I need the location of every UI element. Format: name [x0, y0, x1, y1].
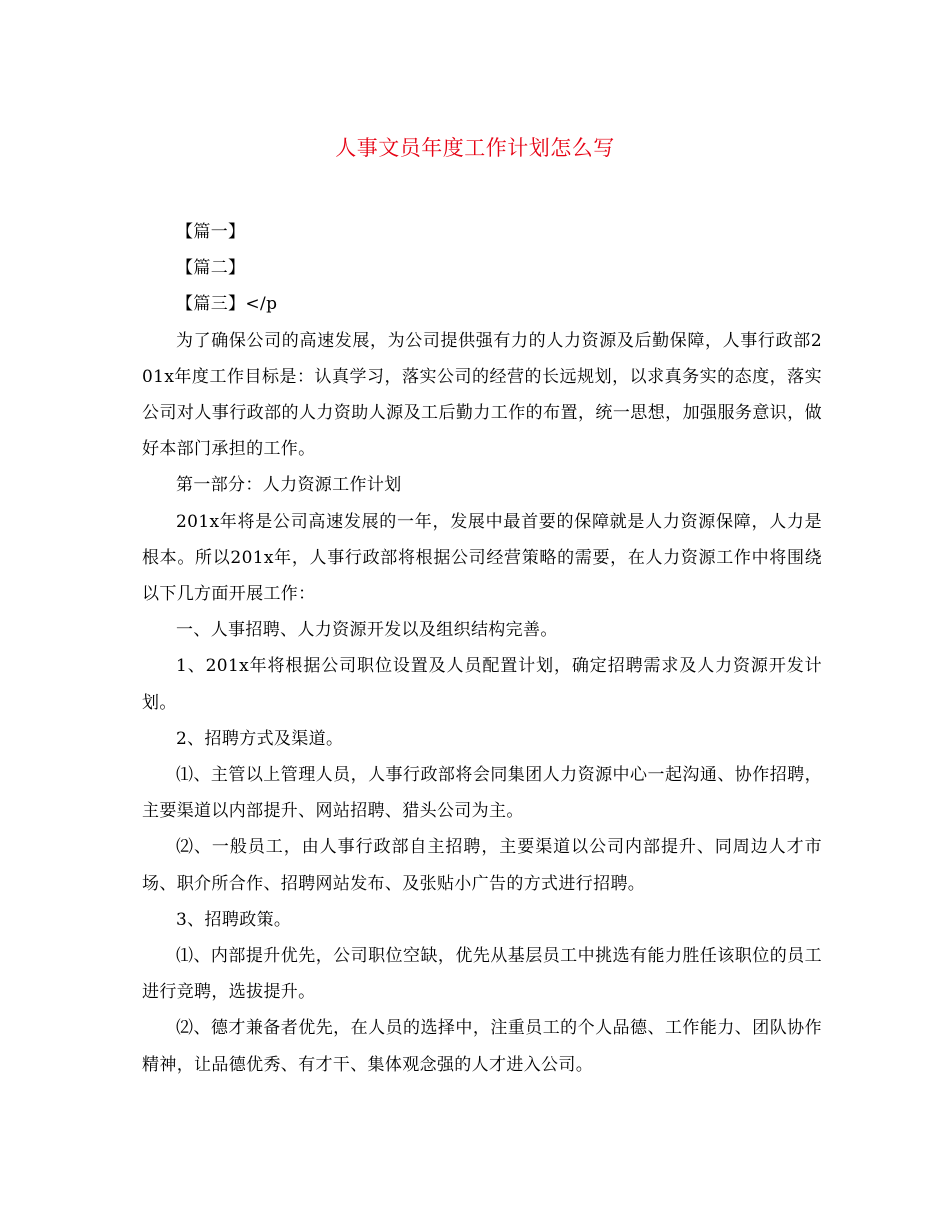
paragraph-overview: 201x年将是公司高速发展的一年，发展中最首要的保障就是人力资源保障，人力是根本。所以201x年，人事行政部将根据公司经营策略的需要，在人力资源工作中将围绕以下几方面开展工作：	[142, 511, 822, 605]
paragraph-part-one-heading: 第一部分：人力资源工作计划	[176, 475, 402, 496]
paragraph-point-2: 2、招聘方式及渠道。	[176, 728, 344, 749]
paragraph-intro: 为了确保公司的高速发展，为公司提供强有力的人力资源及后勤保障，人事行政部201x年度工作目标是：认真学习，落实公司的经营的长远规划，以求真务实的态度，落实公司对人事行政部的人力资助人源及工后勤力工作的布置，统一思想，加强服务意识，做好本部门承担的工作。	[142, 330, 822, 460]
paragraph-point-3-sub-1: ⑴、内部提升优先，公司职位空缺，优先从基层员工中挑选有能力胜任该职位的员工进行竞聘，选拔提升。	[142, 946, 822, 1003]
paragraph-point-1: 1、201x年将根据公司职位设置及人员配置计划，确定招聘需求及人力资源开发计划。	[142, 656, 822, 713]
paragraph-point-2-sub-1: ⑴、主管以上管理人员，人事行政部将会同集团人力资源中心一起沟通、协作招聘，主要渠道以内部提升、网站招聘、猎头公司为主。	[142, 765, 822, 822]
paragraph-item-one: 一、人事招聘、人力资源开发以及组织结构完善。	[176, 620, 558, 641]
paragraph-point-3: 3、招聘政策。	[176, 909, 292, 930]
paragraph-section-3: 【篇三】</p	[176, 294, 278, 315]
paragraph-section-2: 【篇二】	[176, 258, 246, 279]
document-title: 人事文员年度工作计划怎么写	[335, 136, 615, 160]
paragraph-point-3-sub-2: ⑵、德才兼备者优先，在人员的选择中，注重员工的个人品德、工作能力、团队协作精神，让品德优秀、有才干、集体观念强的人才进入公司。	[142, 1018, 822, 1075]
paragraph-point-2-sub-2: ⑵、一般员工，由人事行政部自主招聘，主要渠道以公司内部提升、同周边人才市场、职介所合作、招聘网站发布、及张贴小广告的方式进行招聘。	[142, 837, 822, 894]
document-body	[142, 214, 822, 1083]
paragraph-section-1: 【篇一】	[176, 222, 246, 242]
